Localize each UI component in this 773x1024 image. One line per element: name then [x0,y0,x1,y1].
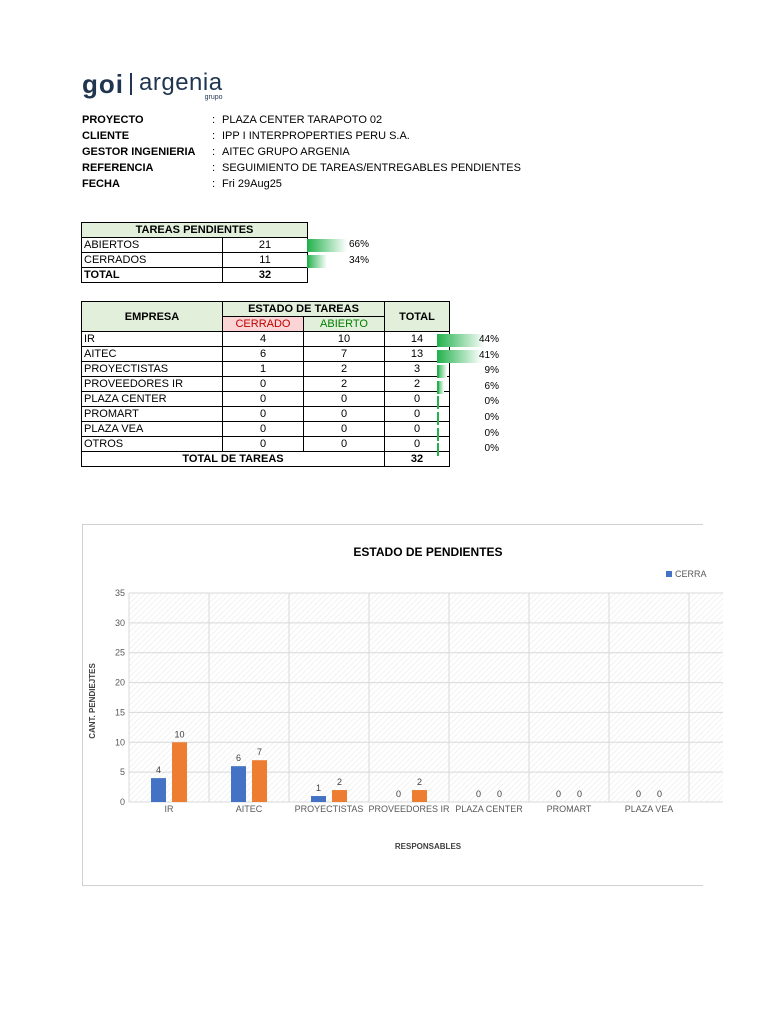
total-cell: 0 [385,392,450,407]
cerrado-cell: 1 [223,362,304,377]
databar-axis [437,350,439,363]
data-label: 0 [475,789,482,799]
x-tick-label: AITEC [235,804,263,814]
databar-percent: 41% [478,349,499,361]
info-label: FECHA [82,178,120,190]
abierto-cell: 0 [304,407,385,422]
info-colon: : [212,162,216,174]
table-row [82,268,308,283]
table-row [82,392,450,407]
cerrado-cell: 4 [223,332,304,347]
table-row [82,347,450,362]
data-label: 2 [416,777,423,788]
table-row [82,238,308,253]
info-colon: : [212,178,216,190]
databar-axis [307,239,309,252]
legend-swatch-cerrado [666,571,672,577]
y-tick-label: 10 [114,737,125,748]
logo-grupo: grupo [204,94,223,101]
table-row [82,253,308,268]
databar-fill [307,255,327,268]
info-row [82,160,521,176]
total-tareas-label: TOTAL DE TAREAS [82,452,385,467]
info-row [82,176,521,192]
data-label: 0 [656,789,663,799]
empresa-name: PLAZA CENTER [82,392,223,407]
x-axis-title: RESPONSABLES [394,842,462,851]
y-tick-label: 0 [119,797,125,807]
data-label: 0 [496,789,503,799]
data-label: 0 [555,789,562,799]
x-tick-label: PLAZA CENTER [455,804,523,814]
info-value: Fri 29Aug25 [222,178,282,190]
tareas-total-label: TOTAL [82,268,223,283]
bar-abierto [252,760,267,802]
total-tareas-value: 32 [385,452,450,467]
databar-axis [437,381,439,394]
data-label: 6 [235,753,242,764]
cerrado-cell: 6 [223,347,304,362]
col-header-abierto: ABIERTO [304,317,385,332]
info-label: PROYECTO [82,114,144,126]
table-row [82,407,450,422]
info-label: CLIENTE [82,130,130,142]
info-label: GESTOR INGENIERIA [82,146,196,158]
logo-separator [130,73,132,95]
total-cell: 0 [385,437,450,452]
data-label: 4 [155,765,162,776]
abierto-cell: 2 [304,377,385,392]
databar-percent: 0% [484,412,499,423]
databar-axis [437,428,439,441]
cerrado-cell: 0 [223,407,304,422]
bar-cerrado [151,778,166,802]
bar-cerrado [231,766,246,802]
empresa-name: AITEC [82,347,223,362]
data-label: 0 [635,789,642,799]
info-value: AITEC GRUPO ARGENIA [222,146,350,158]
info-value: IPP I INTERPROPERTIES PERU S.A. [222,130,410,142]
logo-goi: goi [82,69,124,99]
y-tick-label: 35 [114,588,125,598]
empresa-name: OTROS [82,437,223,452]
chart-container [82,524,707,886]
databar-axis [437,334,439,347]
tareas-label: CERRADOS [82,253,223,268]
info-value: PLAZA CENTER TARAPOTO 02 [222,114,383,126]
databar-percent: 9% [484,365,499,377]
table-row [82,437,450,452]
info-colon: : [212,146,216,158]
tareas-value: 11 [223,253,308,268]
tareas-pendientes-table [81,222,308,283]
empresa-name: PROVEEDORES IR [82,377,223,392]
cerrado-cell: 0 [223,377,304,392]
data-label: 0 [395,789,402,799]
databar-percent: 0% [484,427,499,439]
empresa-name: PROMART [82,407,223,422]
col-header-empresa: EMPRESA [82,302,223,332]
company-logo [82,70,223,102]
abierto-cell: 10 [304,332,385,347]
databar-axis [437,396,439,409]
databar-percent: 66% [348,239,369,250]
chart-title: ESTADO DE PENDIENTES [353,545,503,559]
project-info [82,112,521,192]
data-label: 10 [174,729,185,740]
tareas-table-title: TAREAS PENDIENTES [82,223,308,238]
databar-axis [437,412,439,425]
databar-percent: 0% [484,443,499,455]
total-cell: 14 [385,332,450,347]
abierto-cell: 7 [304,347,385,362]
empresas-table [81,301,450,467]
col-header-cerrado: CERRADO [223,317,304,332]
databar-axis [307,255,309,268]
table-row [82,332,450,347]
databar-percent: 34% [348,255,369,266]
info-row [82,112,521,128]
cerrado-cell: 0 [223,392,304,407]
databar-percent: 44% [478,334,499,345]
total-cell: 0 [385,407,450,422]
x-tick-label: PROMART [546,804,592,814]
tareas-label: ABIERTOS [82,238,223,253]
bar-cerrado [311,796,326,802]
tareas-value: 21 [223,238,308,253]
bar-abierto [172,742,187,802]
info-colon: : [212,130,216,142]
databar-axis [437,443,439,456]
data-label: 1 [315,783,322,794]
x-tick-label: PLAZA VEA [624,804,674,814]
bar-abierto [332,790,347,802]
y-tick-label: 5 [119,767,125,778]
data-label: 7 [256,747,263,758]
table-row [82,452,450,467]
col-header-total: TOTAL [385,302,450,332]
empresa-name: PROYECTISTAS [82,362,223,377]
total-cell: 13 [385,347,450,362]
info-colon: : [212,114,216,126]
info-value: SEGUIMIENTO DE TAREAS/ENTREGABLES PENDIENTES [222,162,521,174]
empresa-name: IR [82,332,223,347]
info-row [82,128,521,144]
x-tick-label: PROVEEDORES IR [368,804,450,814]
tareas-total-value: 32 [223,268,308,283]
table-row [82,377,450,392]
cerrado-cell: 0 [223,422,304,437]
y-tick-label: 25 [114,647,125,658]
logo-argenia-block [139,70,223,101]
databar-percent: 6% [484,380,499,392]
abierto-cell: 0 [304,437,385,452]
info-row [82,144,521,160]
info-label: REFERENCIA [82,162,154,174]
databar-percent: 0% [484,396,499,408]
plot-area [129,593,723,802]
total-cell: 3 [385,362,450,377]
empresa-name: PLAZA VEA [82,422,223,437]
table-row [82,362,450,377]
y-tick-label: 20 [114,677,125,688]
abierto-cell: 2 [304,362,385,377]
y-tick-label: 30 [114,617,125,628]
abierto-cell: 0 [304,422,385,437]
abierto-cell: 0 [304,392,385,407]
cerrado-cell: 0 [223,437,304,452]
y-axis-title: CANT. PENDIEJTES [88,663,97,739]
logo-argenia: argenia [139,69,223,96]
data-label: 0 [576,789,583,799]
databar-axis [437,365,439,378]
total-cell: 2 [385,377,450,392]
y-tick-label: 15 [114,707,125,718]
data-label: 2 [336,777,343,788]
x-tick-label: IR [164,804,174,814]
table-row [82,422,450,437]
col-header-estado: ESTADO DE TAREAS [223,302,385,317]
x-tick-label: PROYECTISTAS [294,804,364,814]
bar-abierto [412,790,427,802]
total-cell: 0 [385,422,450,437]
legend-label: CERRA [675,569,707,579]
bar-chart [83,525,707,885]
